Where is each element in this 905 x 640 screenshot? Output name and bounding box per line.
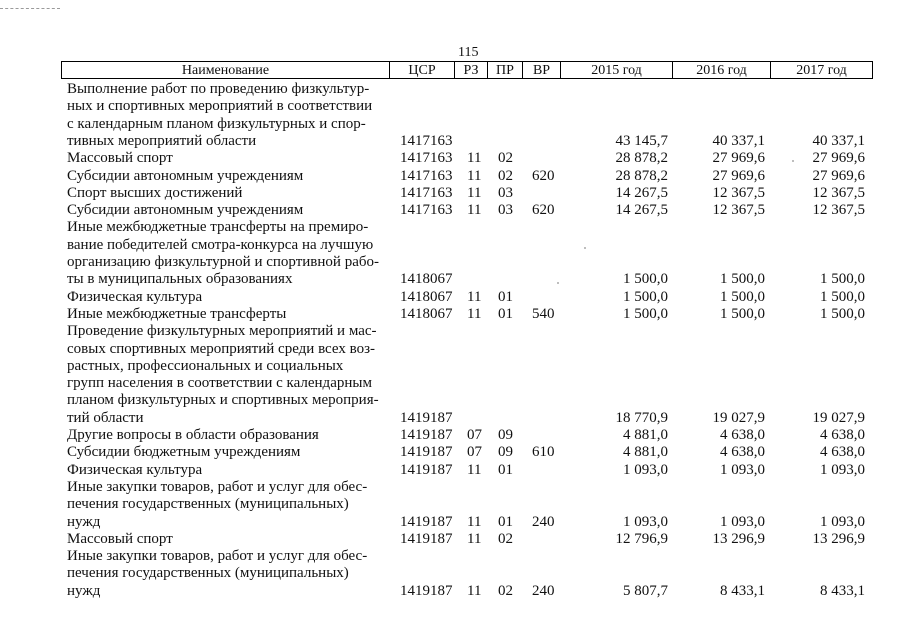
table-row	[0, 514, 905, 531]
cell-pr: 02	[498, 582, 513, 599]
cell-csr: 1419187	[400, 530, 453, 547]
cell-rz: 11	[467, 530, 482, 547]
table-row	[0, 444, 905, 461]
header-name: Наименование	[62, 62, 390, 78]
table-row	[0, 341, 905, 358]
cell-name: Иные закупки товаров, работ и услуг для обес-	[67, 548, 368, 565]
table-row	[0, 289, 905, 306]
header-2015: 2015 год	[561, 62, 673, 78]
table-row	[0, 323, 905, 340]
scan-speck	[584, 247, 586, 249]
cell-name: растных, профессиональных и социальных	[67, 357, 344, 374]
cell-y2016: 8 433,1	[720, 582, 765, 599]
cell-name: нужд	[67, 582, 101, 599]
table-row	[0, 583, 905, 600]
cell-csr: 1419187	[400, 582, 453, 599]
cell-name: с календарным планом физкультурных и спор-	[67, 115, 366, 132]
table-row	[0, 531, 905, 548]
cell-csr: 1417163	[400, 184, 453, 201]
cell-y2015: 1 500,0	[623, 305, 668, 322]
cell-pr: 09	[498, 427, 513, 443]
cell-y2015: 5 807,7	[623, 582, 668, 599]
cell-y2017: 40 337,1	[812, 132, 865, 149]
table-row	[0, 496, 905, 513]
table-row	[0, 133, 905, 150]
header-pr: ПР	[488, 62, 523, 78]
cell-y2016: 4 638,0	[720, 427, 765, 443]
scan-speck	[557, 282, 559, 284]
cell-csr: 1417163	[400, 167, 453, 184]
cell-name: планом физкультурных и спортивных мероприя-	[67, 392, 379, 409]
cell-rz: 11	[467, 305, 482, 322]
cell-y2015: 14 267,5	[615, 184, 668, 201]
cell-y2017: 1 500,0	[820, 288, 865, 305]
table-row	[0, 479, 905, 496]
header-2017: 2017 год	[796, 63, 847, 78]
table-row	[0, 81, 905, 98]
cell-y2017: 1 500,0	[820, 305, 865, 322]
cell-y2015: 43 145,7	[615, 132, 668, 149]
cell-y2017: 4 638,0	[820, 427, 865, 443]
cell-csr: 1419187	[400, 461, 453, 478]
cell-name: вание победителей смотра-конкурса на лучшую	[67, 236, 374, 253]
table-row	[0, 548, 905, 565]
cell-name: ных и спортивных мероприятий в соответствии	[67, 98, 373, 115]
cell-name: Выполнение работ по проведению физкультур-	[67, 81, 370, 97]
cell-csr: 1418067	[400, 271, 453, 288]
cell-name: Субсидии автономным учреждениям	[67, 202, 304, 219]
cell-y2016: 1 500,0	[720, 305, 765, 322]
table-row	[0, 237, 905, 254]
table-row	[0, 427, 905, 444]
cell-y2015: 1 093,0	[623, 513, 668, 530]
cell-pr: 02	[498, 150, 513, 167]
cell-name: групп населения в соответствии с календарным	[67, 375, 372, 392]
cell-y2016: 1 093,0	[720, 461, 765, 478]
table-row	[0, 271, 905, 288]
cell-y2015: 1 093,0	[623, 461, 668, 478]
cell-name: печения государственных (муниципальных)	[67, 565, 349, 582]
cell-vr: 240	[532, 513, 555, 530]
cell-csr: 1419187	[400, 444, 453, 461]
cell-y2017: 1 093,0	[820, 461, 865, 478]
cell-name: Субсидии автономным учреждениям	[67, 167, 304, 184]
table-row	[0, 375, 905, 392]
table-row	[0, 254, 905, 271]
cell-vr: 620	[532, 167, 555, 184]
cell-name: совых спортивных мероприятий среди всех воз-	[67, 340, 376, 357]
cell-y2015: 18 770,9	[615, 409, 668, 426]
cell-vr: 540	[532, 305, 555, 322]
cell-vr: 610	[532, 444, 555, 461]
cell-y2017: 13 296,9	[812, 530, 865, 547]
cell-y2017: 8 433,1	[820, 582, 865, 599]
table-row	[0, 202, 905, 219]
cell-pr: 03	[498, 202, 513, 219]
table-row	[0, 306, 905, 323]
table-row	[0, 565, 905, 582]
table-row	[0, 168, 905, 185]
header-rz: РЗ	[455, 62, 488, 78]
cell-csr: 1419187	[400, 513, 453, 530]
cell-y2016: 12 367,5	[712, 202, 765, 219]
cell-rz: 11	[467, 461, 482, 478]
cell-y2017: 1 093,0	[820, 513, 865, 530]
cell-name: Спорт высших достижений	[67, 184, 243, 201]
cell-y2015: 1 500,0	[623, 288, 668, 305]
header-csr: ЦСР	[390, 62, 455, 78]
cell-vr: 620	[532, 202, 555, 219]
cell-name: тивных мероприятий области	[67, 132, 257, 149]
cell-y2016: 1 093,0	[720, 513, 765, 530]
cell-y2017: 12 367,5	[812, 184, 865, 201]
cell-name: Субсидии бюджетным учреждениям	[67, 444, 301, 461]
cell-y2016: 1 500,0	[720, 288, 765, 305]
cell-name: ты в муниципальных образованиях	[67, 271, 293, 288]
cell-rz: 11	[467, 167, 482, 184]
cell-pr: 01	[498, 288, 513, 305]
table-row	[0, 98, 905, 115]
scan-top-dashed-line	[0, 8, 60, 9]
cell-y2016: 27 969,6	[712, 150, 765, 167]
cell-y2016: 19 027,9	[712, 409, 765, 426]
cell-vr: 240	[532, 582, 555, 599]
cell-rz: 11	[467, 150, 482, 167]
cell-name: Массовый спорт	[67, 150, 173, 167]
cell-name: Физическая культура	[67, 461, 203, 478]
cell-rz: 11	[467, 202, 482, 219]
cell-pr: 02	[498, 167, 513, 184]
cell-y2017: 1 500,0	[820, 271, 865, 288]
cell-pr: 03	[498, 184, 513, 201]
cell-csr: 1418067	[400, 305, 453, 322]
cell-rz: 11	[467, 513, 482, 530]
cell-y2016: 27 969,6	[712, 167, 765, 184]
cell-name: печения государственных (муниципальных)	[67, 496, 349, 513]
cell-pr: 01	[498, 305, 513, 322]
cell-name: Иные межбюджетные трансферты	[67, 305, 287, 322]
table-row	[0, 219, 905, 236]
scan-speck	[792, 160, 794, 162]
cell-csr: 1417163	[400, 202, 453, 219]
cell-rz: 07	[467, 444, 482, 461]
cell-pr: 01	[498, 461, 513, 478]
cell-name: Проведение физкультурных мероприятий и мас-	[67, 323, 377, 340]
cell-y2015: 4 881,0	[623, 444, 668, 461]
cell-y2017: 19 027,9	[812, 409, 865, 426]
cell-csr: 1417163	[400, 132, 453, 149]
page-number: 115	[458, 45, 479, 60]
cell-pr: 02	[498, 530, 513, 547]
cell-y2015: 12 796,9	[615, 530, 668, 547]
table-row	[0, 185, 905, 202]
cell-y2016: 4 638,0	[720, 444, 765, 461]
cell-y2017: 4 638,0	[820, 444, 865, 461]
table-row	[0, 462, 905, 479]
cell-name: Иные межбюджетные трансферты на премиро-	[67, 219, 369, 236]
cell-name: Иные закупки товаров, работ и услуг для обес-	[67, 478, 368, 495]
cell-y2016: 12 367,5	[712, 184, 765, 201]
cell-y2015: 4 881,0	[623, 427, 668, 443]
table-row	[0, 358, 905, 375]
cell-y2015: 28 878,2	[615, 150, 668, 167]
cell-name: тий области	[67, 409, 144, 426]
cell-rz: 11	[467, 288, 482, 305]
cell-csr: 1419187	[400, 427, 453, 443]
table-row	[0, 392, 905, 409]
cell-csr: 1417163	[400, 150, 453, 167]
table-row	[0, 150, 905, 167]
cell-y2015: 1 500,0	[623, 271, 668, 288]
cell-y2015: 14 267,5	[615, 202, 668, 219]
cell-rz: 11	[467, 184, 482, 201]
cell-pr: 01	[498, 513, 513, 530]
table-row	[0, 410, 905, 427]
cell-name: нужд	[67, 513, 101, 530]
table-row	[0, 116, 905, 133]
cell-y2017: 12 367,5	[812, 202, 865, 219]
header-2016: 2016 год	[673, 62, 771, 78]
cell-pr: 09	[498, 444, 513, 461]
cell-name: Физическая культура	[67, 288, 203, 305]
cell-rz: 11	[467, 582, 482, 599]
cell-name: Другие вопросы в области образования	[67, 427, 319, 443]
cell-y2016: 1 500,0	[720, 271, 765, 288]
table-header	[61, 61, 873, 79]
cell-y2016: 13 296,9	[712, 530, 765, 547]
cell-csr: 1419187	[400, 409, 453, 426]
header-vr: ВР	[523, 62, 561, 78]
cell-csr: 1418067	[400, 288, 453, 305]
cell-rz: 07	[467, 427, 482, 443]
cell-name: Массовый спорт	[67, 530, 173, 547]
cell-y2017: 27 969,6	[812, 150, 865, 167]
cell-y2015: 28 878,2	[615, 167, 668, 184]
cell-y2016: 40 337,1	[712, 132, 765, 149]
cell-name: организацию физкультурной и спортивной рабо-	[67, 254, 379, 270]
cell-y2017: 27 969,6	[812, 167, 865, 184]
